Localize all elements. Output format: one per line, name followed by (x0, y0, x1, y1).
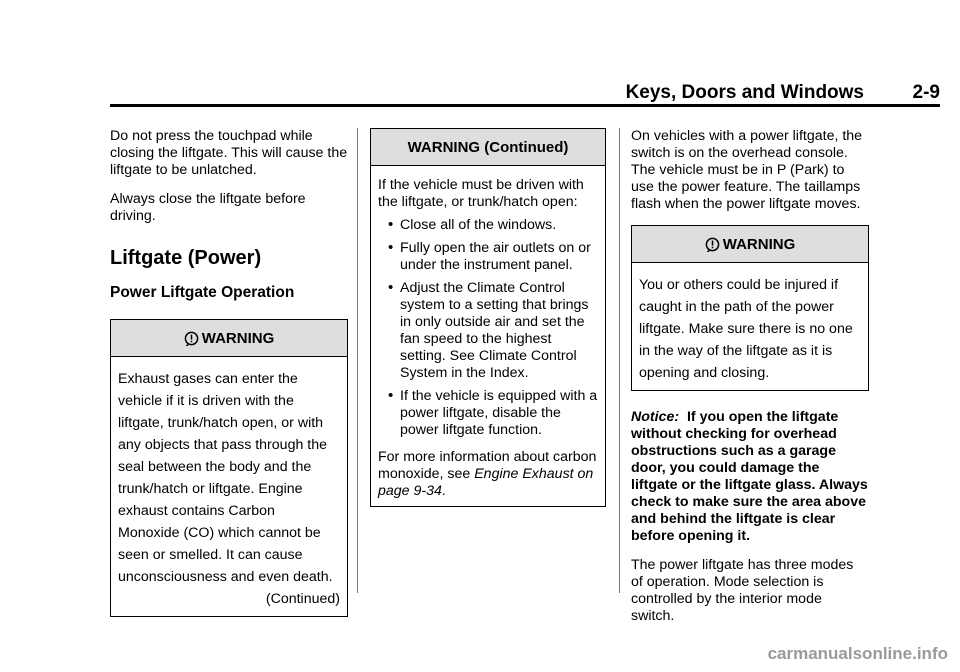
warning-body (111, 357, 347, 616)
notice-paragraph (631, 409, 869, 545)
warning-box-injury (631, 225, 869, 391)
column-divider-1 (357, 128, 358, 593)
warning-title: WARNING (722, 235, 796, 253)
list-item: • If the vehicle is equipped with a power liftgate, disable the power liftgate function. (400, 388, 598, 439)
paragraph-close-before-driving: Always close the liftgate before driving. (110, 191, 306, 224)
bullet-list (378, 217, 598, 439)
warning-header (371, 129, 605, 166)
warning-title: WARNING (Continued) (407, 138, 569, 156)
notice-text: If you open the liftgate without checking for overhead obstructions such as a garage door, you could damage the liftgate or the liftgate glass. Always check to make sure the area above and behind the liftgate is clear before opening it. (631, 409, 868, 544)
outro-end: . (441, 483, 446, 499)
paragraph-power-liftgate: On vehicles with a power liftgate, the switch is on the overhead console. The vehicle must be in P (Park) to use the power feature. The taillamps flash when the power liftgate moves. (631, 128, 863, 212)
list-item: • Fully open the air outlets on or under the instrument panel. (400, 240, 598, 274)
continued-label: (Continued) (265, 591, 340, 607)
page-number: 2-9 (912, 82, 940, 103)
list-item: • Close all of the windows. (400, 217, 598, 234)
outro-text: For more information about carbon monoxide, see (378, 449, 597, 482)
warning-box-continued (370, 128, 606, 507)
paragraph-modes: The power liftgate has three modes of operation. Mode selection is controlled by the interior mode switch. (631, 557, 854, 624)
warning-box-exhaust (110, 319, 348, 617)
watermark: carmanualsonline.info (767, 644, 948, 663)
warning-header (111, 320, 347, 357)
warning-icon (705, 237, 720, 252)
warning-body (371, 166, 605, 506)
column-3 (631, 128, 869, 637)
warning-header (632, 226, 868, 263)
header-rule (110, 104, 940, 107)
notice-label: Notice: (631, 409, 680, 425)
column-2 (370, 128, 606, 507)
paragraph-touchpad: Do not press the touchpad while closing the liftgate. This will cause the liftgate to be unlatched. (110, 128, 348, 178)
page-header-title: Keys, Doors and Windows (625, 82, 864, 103)
section-heading: Liftgate (Power) (110, 247, 262, 269)
warning-outro (378, 449, 598, 500)
warning-icon (184, 331, 199, 346)
column-divider-2 (619, 128, 620, 593)
warning-text: Exhaust gases can enter the vehicle if it is driven with the liftgate, trunk/hatch open, or with any objects that pass through the seal between the body and the trunk/hatch or liftgate. Engine exhaust contains Carbon Monoxide (CO) which cannot be seen or smelled. It can cause unconsciousness and even death. (118, 371, 333, 585)
warning-text: You or others could be injured if caught in the path of the power liftgate. Make sure there is no one in the way of the liftgate as it is opening and closing. (639, 277, 853, 381)
list-item: • Adjust the Climate Control system to a setting that brings in only outside air and set the fan speed to the highest setting. See Climate Control System in the Index. (400, 280, 598, 382)
warning-intro: If the vehicle must be driven with the liftgate, or trunk/hatch open: (378, 177, 584, 210)
subsection-heading: Power Liftgate Operation (110, 284, 295, 301)
warning-title: WARNING (201, 329, 275, 347)
warning-body (632, 263, 868, 390)
cross-reference-link[interactable]: Engine Exhaust on page 9-34 (378, 466, 594, 499)
column-1 (110, 128, 348, 617)
